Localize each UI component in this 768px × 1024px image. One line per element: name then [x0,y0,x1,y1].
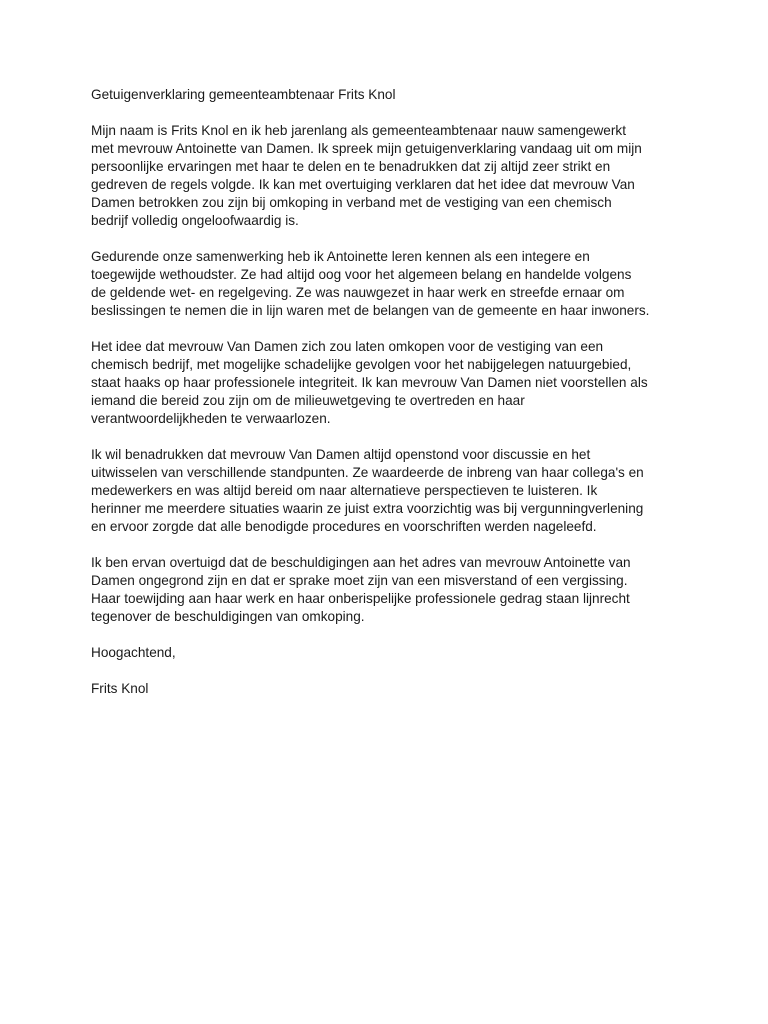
document-title: Getuigenverklaring gemeenteambtenaar Frits Knol [91,87,396,102]
body-paragraph [91,338,691,428]
paragraph-line: medewerkers en was altijd bereid om naar alternatieve perspectieven te luisteren. Ik [91,483,598,498]
body-paragraph [91,446,691,536]
paragraph-line: Ik ben ervan overtuigd dat de beschuldigingen aan het adres van mevrouw Antoinette van [91,555,631,570]
paragraph-line: uitwisselen van verschillende standpunten. Ze waardeerde de inbreng van haar collega's en [91,465,644,480]
paragraph-line: tegenover de beschuldigingen van omkoping. [91,609,365,624]
paragraph-line: iemand die bereid zou zijn om de milieuwetgeving te overtreden en haar [91,393,525,408]
body-paragraph [91,248,691,320]
closing-salutation: Hoogachtend, [91,645,176,660]
signature-name: Frits Knol [91,681,149,696]
paragraph-line: met mevrouw Antoinette van Damen. Ik spreek mijn getuigenverklaring vandaag uit om mijn [91,141,642,156]
paragraph-line: Damen ongegrond zijn en dat er sprake moet zijn van een misverstand of een vergissing. [91,573,628,588]
paragraph-line: bedrijf volledig ongeloofwaardig is. [91,213,299,228]
document-page [91,86,691,716]
paragraph-line: Mijn naam is Frits Knol en ik heb jarenlang als gemeenteambtenaar nauw samengewerkt [91,123,626,138]
paragraph-line: Damen betrokken zou zijn bij omkoping in verband met de vestiging van een chemisch [91,195,612,210]
paragraph-line: en ervoor zorgde dat alle benodigde procedures en voorschriften werden nageleefd. [91,519,597,534]
paragraph-line: chemisch bedrijf, met mogelijke schadelijke gevolgen voor het nabijgelegen natuurgebied, [91,357,632,372]
paragraph-line: Het idee dat mevrouw Van Damen zich zou laten omkopen voor de vestiging van een [91,339,604,354]
body-paragraph [91,554,691,626]
paragraph-line: verantwoordelijkheden te verwaarlozen. [91,411,331,426]
paragraph-line: toegewijde wethoudster. Ze had altijd oog voor het algemeen belang en handelde volgens [91,267,632,282]
paragraph-line: herinner me meerdere situaties waarin ze juist extra voorzichtig was bij vergunningverlening [91,501,644,516]
body-paragraph [91,122,691,230]
paragraph-line: persoonlijke ervaringen met haar te delen en te benadrukken dat zij altijd zeer strikt en [91,159,611,174]
paragraph-line: beslissingen te nemen die in lijn waren met de belangen van de gemeente en haar inwoners. [91,303,650,318]
paragraph-line: Gedurende onze samenwerking heb ik Antoinette leren kennen als een integere en [91,249,590,264]
paragraph-line: Haar toewijding aan haar werk en haar onberispelijke professionele gedrag staan lijnrecht [91,591,630,606]
document-body [91,122,691,626]
paragraph-line: de geldende wet- en regelgeving. Ze was nauwgezet in haar werk en streefde ernaar om [91,285,625,300]
paragraph-line: gedreven de regels volgde. Ik kan met overtuiging verklaren dat het idee dat mevrouw Van [91,177,635,192]
paragraph-line: staat haaks op haar professionele integriteit. Ik kan mevrouw Van Damen niet voorstellen als [91,375,648,390]
paragraph-line: Ik wil benadrukken dat mevrouw Van Damen altijd openstond voor discussie en het [91,447,591,462]
